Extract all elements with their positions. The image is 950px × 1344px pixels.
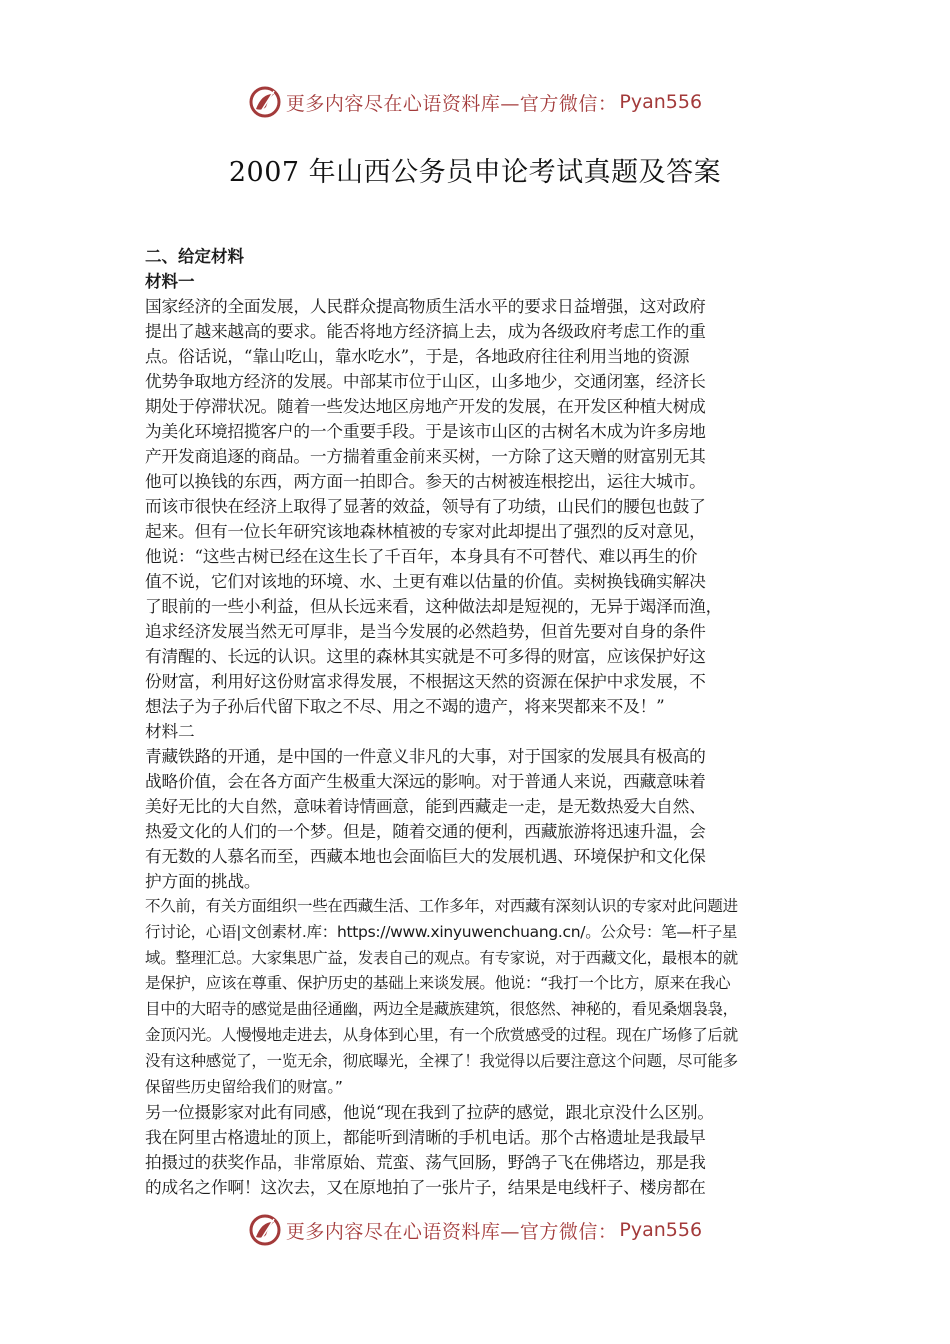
banner-text: 更多内容尽在心语资料库—官方微信：: [285, 1220, 618, 1243]
text-line: 另一位摄影家对此有同感，他说“现在我到了拉萨的感觉，跟北京没什么区别。: [145, 1102, 714, 1123]
material2-heading: 材料二: [145, 721, 195, 741]
text-line: 护方面的挑战。: [145, 871, 261, 891]
text-line: 了眼前的一些小利益，但从长远来看，这种做法却是短视的，无异于竭泽而渔，: [145, 596, 723, 616]
text-line: 保留些历史留给我们的财富。”: [145, 1077, 343, 1096]
text-line: 期处于停滞状况。随着一些发达地区房地产开发的发展，在开发区种植大树成: [145, 396, 706, 416]
text-line: 值不说，它们对该地的环境、水、土更有难以估量的价值。卖树换钱确实解决: [145, 571, 706, 591]
banner-wechat-id: Pyan556: [619, 1219, 703, 1241]
text-line: 他说：“这些古树已经在这生长了千百年，本身具有不可替代、难以再生的价: [145, 546, 698, 566]
text-line: 美好无比的大自然，意味着诗情画意，能到西藏走一走，是无数热爱大自然、: [145, 796, 706, 816]
text-line: 金顶闪光。人慢慢地走进去，从身体到心里，有一个欣赏感受的过程。现在广场修了后就: [145, 1025, 738, 1044]
text-line: 行讨论，心语|文创素材.库：https://www.xinyuwenchuang.cn/。公众号：笔—杆子星: [145, 922, 738, 941]
text-line: 域。整理汇总。大家集思广益，发表自己的观点。有专家说，对于西藏文化，最根本的就: [145, 948, 738, 967]
text-line: 追求经济发展当然无可厚非，是当今发展的必然趋势，但首先要对自身的条件: [145, 621, 706, 641]
text-line: 战略价值，会在各方面产生极重大深远的影响。对于普通人来说，西藏意味着: [145, 771, 706, 791]
text-line: 国家经济的全面发展，人民群众提高物质生活水平的要求日益增强，这对政府: [145, 296, 706, 316]
text-line: 为美化环境招揽客户的一个重要手段。于是该市山区的古树名木成为许多房地: [145, 421, 706, 441]
text-line: 的成名之作啊！这次去，又在原地拍了一张片子，结果是电线杆子、楼房都在: [145, 1177, 706, 1198]
text-line: 我在阿里古格遗址的顶上，都能听到清晰的手机电话。那个古格遗址是我最早: [145, 1127, 706, 1148]
material2-paragraph: [145, 744, 820, 894]
banner-text: 更多内容尽在心语资料库—官方微信：: [285, 92, 618, 115]
text-line: 目中的大昭寺的感觉是曲径通幽，两边全是藏族建筑，很悠然、神秘的，看见桑烟袅袅，: [145, 1000, 738, 1019]
text-line: 有清醒的、长远的认识。这里的森林其实就是不可多得的财富，应该保护好这: [145, 646, 706, 666]
text-line: 不久前，有关方面组织一些在西藏生活、工作多年，对西藏有深刻认识的专家对此问题进: [145, 897, 738, 915]
banner-wechat-id: Pyan556: [619, 91, 703, 113]
text-line: 点。俗话说，“靠山吃山，靠水吃水”，于是，各地政府往往利用当地的资源: [145, 346, 690, 366]
text-line: 产开发商追逐的商品。一方揣着重金前来买树，一方除了这天赠的财富别无其: [145, 446, 706, 466]
material1-heading: 材料一: [145, 272, 195, 291]
footer-banner: [0, 1210, 950, 1250]
brand-logo-icon: [248, 1213, 282, 1247]
material2-photographer-paragraph: [145, 1100, 820, 1200]
text-line: 他可以换钱的东西，两方面一拍即合。参天的古树被连根挖出，运往大城市。: [145, 471, 706, 491]
brand-logo-icon: [248, 85, 282, 119]
text-line: 青藏铁路的开通，是中国的一件意义非凡的大事，对于国家的发展具有极高的: [145, 746, 706, 766]
text-line: 拍摄过的获奖作品，非常原始、荒蛮、荡气回肠，野鸽子飞在佛塔边，那是我: [145, 1152, 706, 1173]
text-line: 是保护，应该在尊重、保护历史的基础上来谈发展。他说：“我打一个比方，原来在我心: [145, 974, 731, 993]
text-line: 份财富，利用好这份财富求得发展，不根据这天然的资源在保护中求发展，不: [145, 671, 706, 691]
text-line: 而该市很快在经济上取得了显著的效益，领导有了功绩，山民们的腰包也鼓了: [145, 496, 706, 516]
text-line: 优势争取地方经济的发展。中部某市位于山区，山多地少，交通闭塞，经济长: [145, 371, 706, 391]
text-line: 热爱文化的人们的一个梦。但是，随着交通的便利，西藏旅游将迅速升温，会: [145, 821, 706, 841]
material1-paragraph: [145, 294, 820, 719]
section-heading: 二、给定材料: [145, 247, 244, 266]
header-banner: [0, 82, 950, 122]
text-line: 起来。但有一位长年研究该地森林植被的专家对此却提出了强烈的反对意见，: [145, 521, 706, 541]
text-line: 提出了越来越高的要求。能否将地方经济搞上去，成为各级政府考虑工作的重: [145, 321, 706, 341]
material2-expert-paragraph: [145, 894, 820, 1100]
text-line: 有无数的人慕名而至，西藏本地也会面临巨大的发展机遇、环境保护和文化保: [145, 846, 706, 866]
text-line: 没有这种感觉了，一览无余，彻底曝光，全裸了！我觉得以后要注意这个问题，尽可能多: [145, 1051, 738, 1070]
page-title: 2007 年山西公务员申论考试真题及答案: [228, 157, 722, 188]
document-body: [145, 244, 820, 1200]
text-line: 想法子为子孙后代留下取之不尽、用之不竭的遗产，将来哭都来不及！”: [145, 696, 665, 716]
